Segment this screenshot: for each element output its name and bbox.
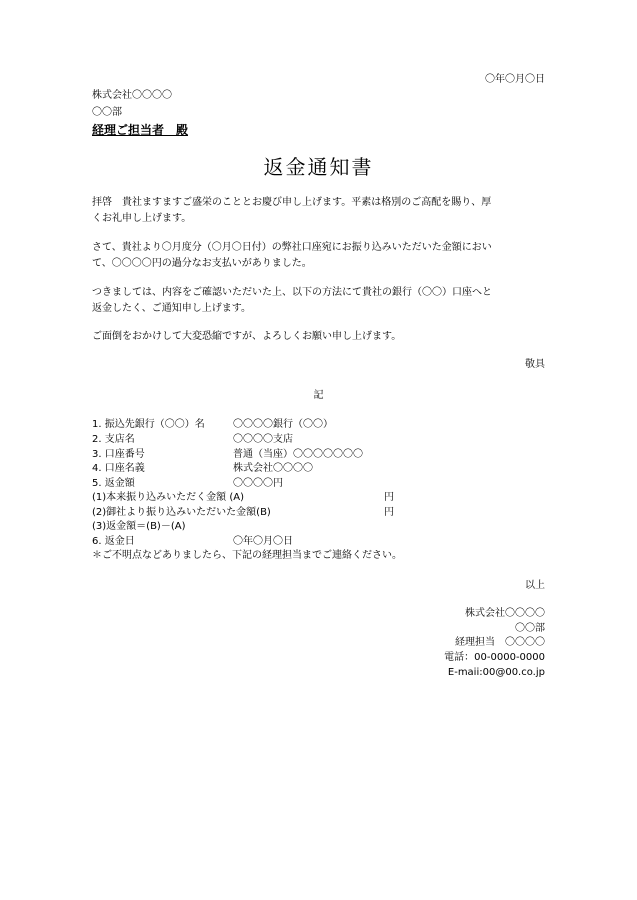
recipient-department: 〇〇部 [92,107,122,118]
sub-item [92,491,552,504]
list-item [92,448,552,461]
item-label: 2. 支店名 [92,434,135,445]
sender-email: E-maii:00@00.co.jp [447,667,545,678]
document-title: 返金通知書 [263,155,374,179]
item-label: 6. 返金日 [92,536,135,547]
sub-item-label: (1)本来振り込みいただく金額 (A) [92,492,244,503]
sender-department: 〇〇部 [515,623,545,634]
body-paragraph-2-line-2: て、〇〇〇〇円の過分なお支払いがありました。 [92,258,312,269]
sub-item [92,520,552,533]
body-paragraph-2-line-1: さて、貴社より〇月度分（〇月〇日付）の弊社口座宛にお振り込みいただいた金額におい [92,242,492,253]
list-item [92,477,552,490]
item-value: 普通（当座）〇〇〇〇〇〇〇 [233,449,363,460]
recipient-company: 株式会社〇〇〇〇 [92,90,172,101]
closing-ijo: 以上 [525,580,545,591]
sender-person: 経理担当 〇〇〇〇 [455,637,545,648]
item-value: 株式会社〇〇〇〇 [233,463,313,474]
sub-item-unit: 円 [384,492,394,503]
body-paragraph-4: ご面倒をおかけして大変恐縮ですが、よろしくお願い申し上げます。 [92,331,402,342]
list-item [92,462,552,475]
item-value: 〇〇〇〇円 [233,478,283,489]
list-item [92,535,552,548]
sender-phone: 電話：00-0000-0000 [444,652,545,663]
body-paragraph-1-line-2: くお礼申し上げます。 [92,213,192,224]
sub-item-label: (2)御社より振り込みいただいた金額(B) [92,507,271,518]
item-label: 3. 口座番号 [92,449,145,460]
recipient-person: 経理ご担当者 殿 [92,123,189,137]
body-paragraph-1-line-1: 拝啓 貴社ますますご盛栄のこととお慶び申し上げます。平素は格別のご高配を賜り、厚 [92,197,492,208]
item-label: 5. 返金額 [92,478,135,489]
item-label: 1. 振込先銀行（〇〇）名 [92,419,205,430]
ki-heading: 記 [313,390,324,401]
item-value: 〇〇〇〇銀行（〇〇） [233,419,333,430]
item-value: 〇〇〇〇支店 [233,434,293,445]
list-item [92,418,552,431]
document-date: 〇年〇月〇日 [485,74,545,85]
list-item [92,433,552,446]
sender-company: 株式会社〇〇〇〇 [465,608,545,619]
closing-keigu: 敬具 [525,359,545,370]
contact-note: ＊ご不明点などありましたら、下記の経理担当までご連絡ください。 [92,550,402,561]
body-paragraph-3-line-2: 返金したく、ご通知申し上げます。 [92,303,251,314]
item-label: 4. 口座名義 [92,463,145,474]
body-paragraph-3-line-1: つきましては、内容をご確認いただいた上、以下の方法にて貴社の銀行（〇〇）口座へと [92,287,492,298]
sub-item [92,506,552,519]
sub-item-unit: 円 [384,507,394,518]
sub-item-label: (3)返金額＝(B)－(A) [92,521,186,532]
item-value: 〇年〇月〇日 [233,536,293,547]
